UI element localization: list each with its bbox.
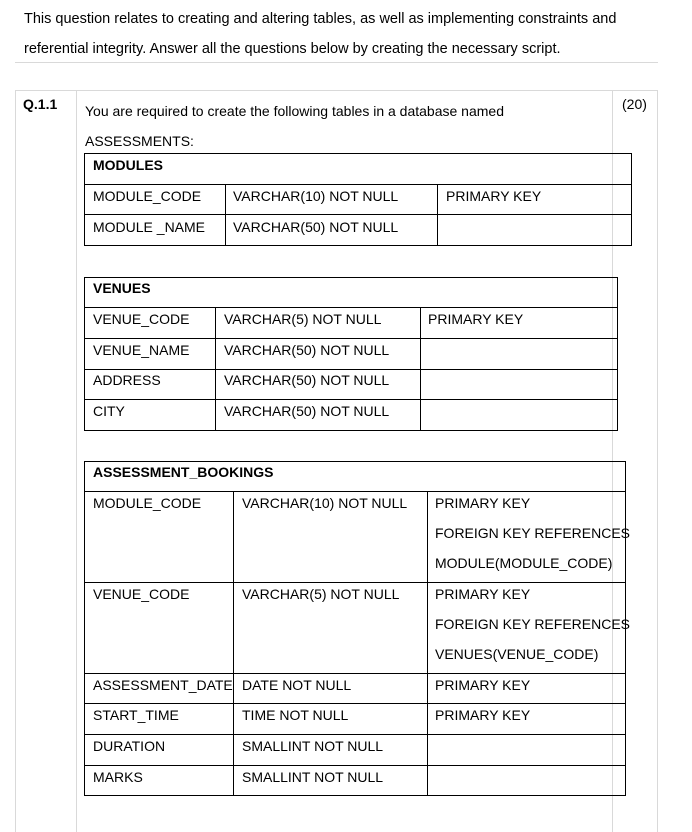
col-divider bbox=[427, 491, 428, 796]
bookings-cell: MODULE(MODULE_CODE) bbox=[435, 555, 613, 571]
row-divider bbox=[85, 214, 631, 215]
question-line-2: ASSESSMENTS: bbox=[85, 133, 194, 149]
venues-cell: VARCHAR(50) NOT NULL bbox=[224, 403, 390, 419]
question-text bbox=[85, 96, 585, 156]
bookings-table bbox=[84, 461, 631, 796]
venues-cell: VENUE_CODE bbox=[93, 311, 190, 327]
venues-cell: VARCHAR(5) NOT NULL bbox=[224, 311, 382, 327]
bookings-cell: VARCHAR(10) NOT NULL bbox=[242, 495, 408, 511]
row-divider bbox=[85, 673, 625, 674]
top-divider bbox=[15, 62, 658, 63]
row-divider bbox=[85, 307, 617, 308]
modules-cell: VARCHAR(50) NOT NULL bbox=[233, 219, 399, 235]
bookings-cell: PRIMARY KEY bbox=[435, 707, 531, 723]
bookings-cell: SMALLINT NOT NULL bbox=[242, 738, 384, 754]
venues-cell: ADDRESS bbox=[93, 372, 161, 388]
venues-cell: VARCHAR(50) NOT NULL bbox=[224, 342, 390, 358]
bookings-cell: VARCHAR(5) NOT NULL bbox=[242, 586, 400, 602]
bookings-cell: DATE NOT NULL bbox=[242, 677, 352, 693]
bookings-cell: PRIMARY KEY bbox=[435, 495, 531, 511]
bookings-cell: VENUE_CODE bbox=[93, 586, 190, 602]
venues-cell: CITY bbox=[93, 403, 125, 419]
row-divider bbox=[85, 338, 617, 339]
col-divider bbox=[437, 184, 438, 246]
col-divider bbox=[225, 184, 226, 246]
row-divider bbox=[85, 582, 625, 583]
question-number: Q.1.1 bbox=[23, 96, 58, 112]
venues-cell: PRIMARY KEY bbox=[428, 311, 524, 327]
bookings-cell: TIME NOT NULL bbox=[242, 707, 349, 723]
row-divider bbox=[85, 703, 625, 704]
bookings-cell: FOREIGN KEY REFERENCES bbox=[435, 616, 631, 632]
row-divider bbox=[85, 765, 625, 766]
venues-cell: VENUE_NAME bbox=[93, 342, 190, 358]
modules-cell: MODULE _NAME bbox=[93, 219, 206, 235]
venues-cell: VARCHAR(50) NOT NULL bbox=[224, 372, 390, 388]
intro-line-2: referential integrity. Answer all the questions below by creating the necessary script. bbox=[24, 41, 561, 57]
modules-cell: PRIMARY KEY bbox=[446, 188, 542, 204]
row-divider bbox=[85, 184, 631, 185]
row-divider bbox=[85, 399, 617, 400]
bookings-cell: DURATION bbox=[93, 738, 166, 754]
bookings-table-title: ASSESSMENT_BOOKINGS bbox=[93, 464, 274, 480]
modules-table-title: MODULES bbox=[93, 157, 163, 173]
bookings-cell: START_TIME bbox=[93, 707, 179, 723]
venues-table bbox=[84, 277, 618, 431]
intro-paragraph bbox=[24, 4, 684, 64]
modules-cell: MODULE_CODE bbox=[93, 188, 202, 204]
bookings-cell: SMALLINT NOT NULL bbox=[242, 769, 384, 785]
row-divider bbox=[85, 369, 617, 370]
row-divider bbox=[85, 491, 625, 492]
row-divider bbox=[85, 734, 625, 735]
bookings-cell: FOREIGN KEY REFERENCES bbox=[435, 525, 631, 541]
col-divider bbox=[420, 307, 421, 431]
bookings-cell: PRIMARY KEY bbox=[435, 677, 531, 693]
bookings-cell: MARKS bbox=[93, 769, 143, 785]
modules-cell: VARCHAR(10) NOT NULL bbox=[233, 188, 399, 204]
venues-table-title: VENUES bbox=[93, 280, 151, 296]
col-divider bbox=[233, 491, 234, 796]
question-line-1: You are required to create the following tables in a database named bbox=[85, 103, 504, 119]
col-divider bbox=[215, 307, 216, 431]
question-marks: (20) bbox=[622, 96, 647, 112]
bookings-cell: PRIMARY KEY bbox=[435, 586, 531, 602]
intro-line-1: This question relates to creating and altering tables, as well as implementing constraints and bbox=[24, 11, 617, 27]
bookings-cell: ASSESSMENT_DATE bbox=[93, 677, 233, 693]
modules-table bbox=[84, 153, 632, 246]
bookings-cell: VENUES(VENUE_CODE) bbox=[435, 646, 599, 662]
column-divider-left bbox=[76, 90, 77, 832]
bookings-cell: MODULE_CODE bbox=[93, 495, 202, 511]
